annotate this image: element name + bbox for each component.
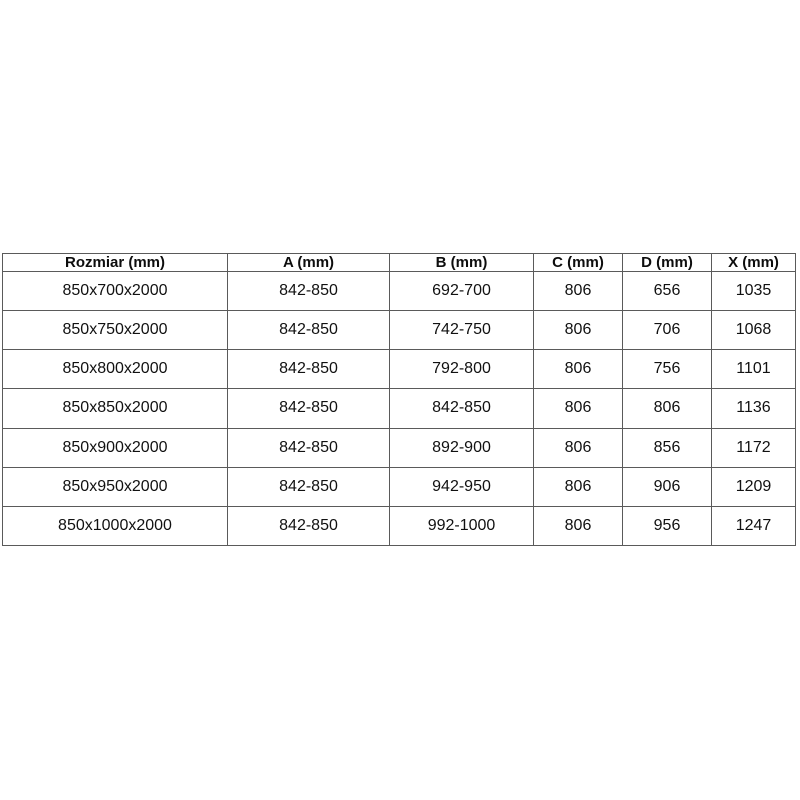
table-cell: 906 [623, 467, 712, 506]
table-cell: 850x800x2000 [3, 350, 228, 389]
table-cell: 842-850 [228, 389, 390, 428]
table-cell: 842-850 [228, 428, 390, 467]
table-row [3, 311, 796, 350]
table-cell: 842-850 [390, 389, 534, 428]
table-row [3, 272, 796, 311]
table-cell: 850x850x2000 [3, 389, 228, 428]
table-cell: 706 [623, 311, 712, 350]
table-cell: 692-700 [390, 272, 534, 311]
column-header-a: A (mm) [228, 254, 390, 272]
table-cell: 1136 [712, 389, 796, 428]
table-row [3, 350, 796, 389]
table-cell: 1172 [712, 428, 796, 467]
table-cell: 942-950 [390, 467, 534, 506]
table-cell: 992-1000 [390, 506, 534, 545]
table-cell: 806 [534, 311, 623, 350]
table-cell: 1209 [712, 467, 796, 506]
table-row [3, 506, 796, 545]
table-header [3, 254, 796, 272]
column-header-x: X (mm) [712, 254, 796, 272]
table-cell: 850x900x2000 [3, 428, 228, 467]
table-cell: 842-850 [228, 350, 390, 389]
table-cell: 850x700x2000 [3, 272, 228, 311]
table-row [3, 467, 796, 506]
table-cell: 956 [623, 506, 712, 545]
column-header-d: D (mm) [623, 254, 712, 272]
table-cell: 806 [534, 467, 623, 506]
table-row [3, 428, 796, 467]
table-cell: 806 [534, 272, 623, 311]
table-cell: 656 [623, 272, 712, 311]
table-cell: 842-850 [228, 467, 390, 506]
table-cell: 1247 [712, 506, 796, 545]
table-cell: 756 [623, 350, 712, 389]
table-cell: 806 [534, 389, 623, 428]
table-body [3, 272, 796, 546]
table-cell: 806 [534, 506, 623, 545]
column-header-rozmiar: Rozmiar (mm) [3, 254, 228, 272]
table-cell: 842-850 [228, 506, 390, 545]
table-cell: 1035 [712, 272, 796, 311]
table-cell: 842-850 [228, 272, 390, 311]
table-cell: 850x1000x2000 [3, 506, 228, 545]
table-cell: 842-850 [228, 311, 390, 350]
table-cell: 1068 [712, 311, 796, 350]
table-cell: 806 [534, 428, 623, 467]
table-row [3, 389, 796, 428]
table-cell: 806 [534, 350, 623, 389]
table-cell: 1101 [712, 350, 796, 389]
table-cell: 792-800 [390, 350, 534, 389]
table-cell: 892-900 [390, 428, 534, 467]
column-header-c: C (mm) [534, 254, 623, 272]
table-cell: 806 [623, 389, 712, 428]
table-cell: 850x950x2000 [3, 467, 228, 506]
dimensions-table [2, 253, 796, 546]
table-cell: 850x750x2000 [3, 311, 228, 350]
header-row [3, 254, 796, 272]
table-cell: 742-750 [390, 311, 534, 350]
column-header-b: B (mm) [390, 254, 534, 272]
table-cell: 856 [623, 428, 712, 467]
